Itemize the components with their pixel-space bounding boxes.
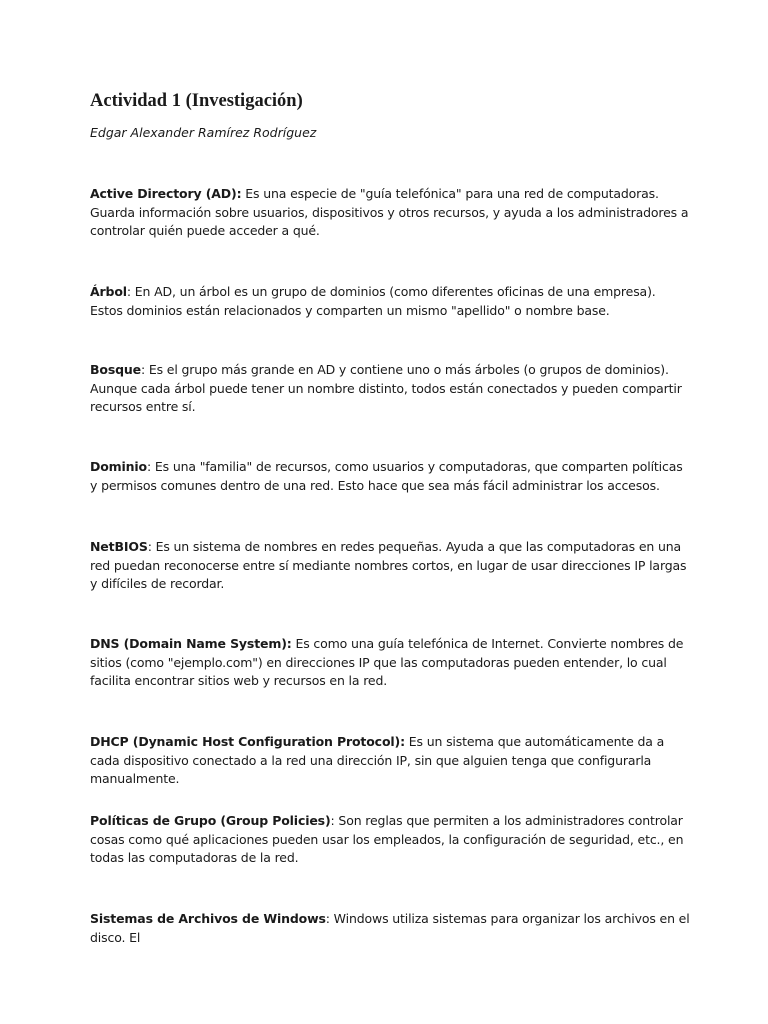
- entry-text: : En AD, un árbol es un grupo de dominios (como diferentes oficinas de una empresa). Estos dominios están relacionados y comparten un mismo "apellido" o nombre base.: [90, 284, 656, 318]
- entry-term: Sistemas de Archivos de Windows: [90, 911, 326, 926]
- definition-netbios: [90, 538, 690, 594]
- definition-sistemas-de-archivos: [90, 910, 690, 947]
- entry-text: : Es una "familia" de recursos, como usuarios y computadoras, que comparten políticas y permisos comunes dentro de una red. Esto hace que sea más fácil administrar los accesos.: [90, 459, 683, 493]
- definition-dominio: [90, 458, 690, 495]
- entry-text: Es como una guía telefónica de Internet. Convierte nombres de sitios (como "ejemplo.com") en direcciones IP que las computadoras pueden entender, lo cual facilita encontrar sitios web y recursos en la red.: [90, 636, 684, 688]
- entry-text: : Es un sistema de nombres en redes pequeñas. Ayuda a que las computadoras en una red puedan reconocerse entre sí mediante nombres cortos, en lugar de usar direcciones IP largas y difíciles de recordar.: [90, 539, 687, 591]
- entry-text: Es una especie de "guía telefónica" para una red de computadoras. Guarda información sobre usuarios, dispositivos y otros recursos, y ayuda a los administradores a controlar quién puede acceder a qué.: [90, 186, 689, 238]
- entry-term: DHCP (Dynamic Host Configuration Protocol):: [90, 734, 405, 749]
- entry-term: Dominio: [90, 459, 147, 474]
- entry-term: Bosque: [90, 362, 141, 377]
- definition-politicas-de-grupo: [90, 812, 690, 868]
- entry-term: DNS (Domain Name System):: [90, 636, 292, 651]
- definition-dhcp: [90, 733, 690, 789]
- definition-dns: [90, 635, 690, 691]
- document-title: Actividad 1 (Investigación): [90, 91, 303, 111]
- entry-text: : Windows utiliza sistemas para organizar los archivos en el disco. El: [90, 911, 690, 945]
- entry-text: : Es el grupo más grande en AD y contiene uno o más árboles (o grupos de dominios). Aunque cada árbol puede tener un nombre distinto, todos están conectados y pueden compartir recursos entre sí.: [90, 362, 682, 414]
- entry-term: Árbol: [90, 284, 127, 299]
- definition-arbol: [90, 283, 690, 320]
- definition-active-directory: [90, 185, 690, 241]
- entry-text: Es un sistema que automáticamente da a cada dispositivo conectado a la red una dirección IP, sin que alguien tenga que configurarla manualmente.: [90, 734, 665, 786]
- document-author: Edgar Alexander Ramírez Rodríguez: [90, 125, 317, 140]
- entry-term: Políticas de Grupo (Group Policies): [90, 813, 331, 828]
- entry-term: Active Directory (AD):: [90, 186, 242, 201]
- definition-bosque: [90, 361, 690, 417]
- entry-text: : Son reglas que permiten a los administradores controlar cosas como qué aplicaciones pueden usar los empleados, la configuración de seguridad, etc., en todas las computadoras de la red.: [90, 813, 684, 865]
- entry-term: NetBIOS: [90, 539, 148, 554]
